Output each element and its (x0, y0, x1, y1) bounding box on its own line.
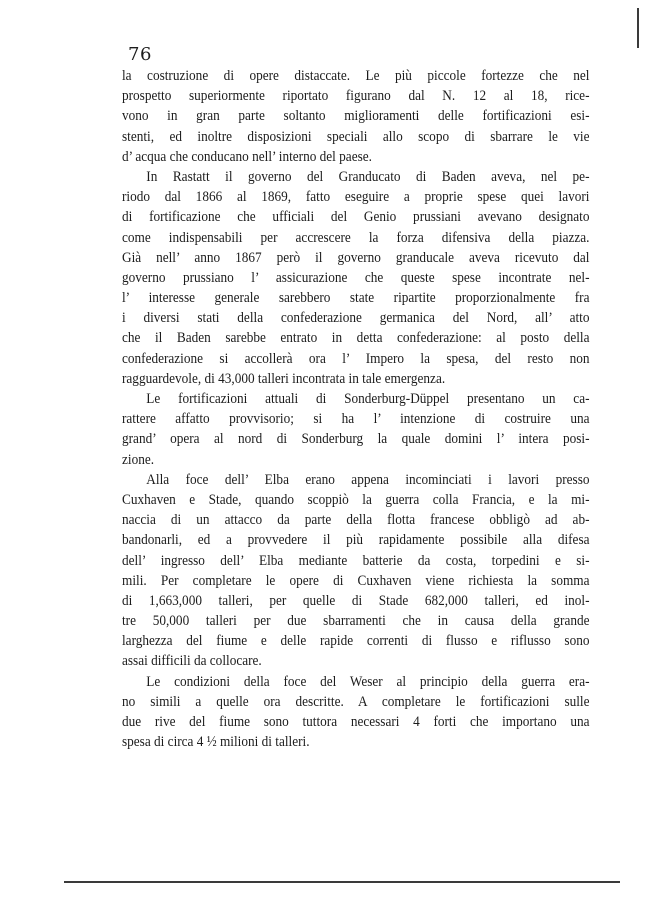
text-line: no simili a quelle ora descritte. A completare le fortificazioni sulle (122, 693, 590, 710)
text-line: zione. (122, 451, 155, 468)
text-line: Le condizioni della foce del Weser al principio della guerra era- (146, 673, 590, 690)
body-text (122, 66, 590, 752)
text-line: tre 50,000 talleri per due sbarramenti che in causa della grande (122, 613, 590, 630)
text-line: due rive del fiume sono tuttora necessari 4 forti che importano una (122, 714, 590, 730)
text-line: d’ acqua che conducano nell’ interno del paese. (122, 148, 372, 165)
text-line: la costruzione di opere distaccate. Le più piccole fortezze che nel (122, 68, 590, 84)
text-line: Alla foce dell’ Elba erano appena incominciati i lavori presso (146, 471, 590, 488)
text-line: prospetto superiormente riportato figurano dal N. 12 al 18, rice- (122, 88, 590, 105)
bottom-rule (64, 881, 620, 883)
text-line: In Rastatt il governo del Granducato di Baden aveva, nel pe- (146, 168, 590, 185)
page-number: 76 (128, 44, 152, 65)
text-line: riodo dal 1866 al 1869, fatto eseguire a proprie spese quei lavori (122, 189, 590, 206)
text-line: vono in gran parte soltanto miglioramenti delle fortificazioni esi- (122, 108, 590, 125)
text-line: di fortificazione che ufficiali del Genio prussiani avevano designato (122, 209, 590, 226)
text-line: Cuxhaven e Stade, quando scoppiò la guerra colla Francia, e la mi- (122, 491, 590, 508)
text-line: i diversi stati della confederazione germanica del Nord, all’ atto (122, 310, 590, 327)
page-edge-mark (637, 8, 639, 48)
text-line: governo prussiano l’ assicurazione che queste spese incontrate nel- (122, 269, 590, 286)
text-line: Le fortificazioni attuali di Sonderburg-Düppel presentano un ca- (146, 391, 590, 407)
text-line: spesa di circa 4 ½ milioni di talleri. (122, 734, 310, 751)
text-line: naccia di un attacco da parte della flotta francese obbligò ad ab- (122, 512, 590, 529)
text-line: di 1,663,000 talleri, per quelle di Stade 682,000 talleri, ed inol- (122, 592, 590, 609)
text-line: che il Baden sarebbe entrato in detta confederazione: al posto della (122, 330, 590, 347)
text-line: confederazione si accollerà ora l’ Impero la spesa, del resto non (122, 350, 590, 367)
text-line: rattere affatto provvisorio; si ha l’ intenzione di costruire una (122, 411, 590, 428)
text-line: mili. Per completare le opere di Cuxhaven viene richiesta la somma (122, 572, 590, 589)
text-line: assai difficili da collocare. (122, 653, 262, 670)
text-line: Già nell’ anno 1867 però il governo granducale aveva ricevuto dal (122, 249, 590, 266)
text-line: ragguardevole, di 43,000 talleri incontrata in tale emergenza. (122, 370, 446, 387)
text-line: stenti, ed inoltre disposizioni speciali allo scopo di sbarrare le vie (122, 128, 590, 145)
text-line: grand’ opera al nord di Sonderburg la quale domini l’ intera posi- (122, 431, 590, 448)
text-line: bandonarli, ed a provvedere il più rapidamente possibile alla difesa (122, 532, 590, 549)
text-line: larghezza del fiume e delle rapide correnti di flusso e riflusso sono (122, 633, 590, 650)
text-line: come indispensabili per accrescere la forza difensiva della piazza. (122, 229, 590, 246)
text-line: l’ interesse generale sarebbero state ripartite proporzionalmente fra (122, 290, 590, 307)
text-line: dell’ ingresso dell’ Elba mediante batterie da costa, torpedini e si- (122, 552, 590, 569)
